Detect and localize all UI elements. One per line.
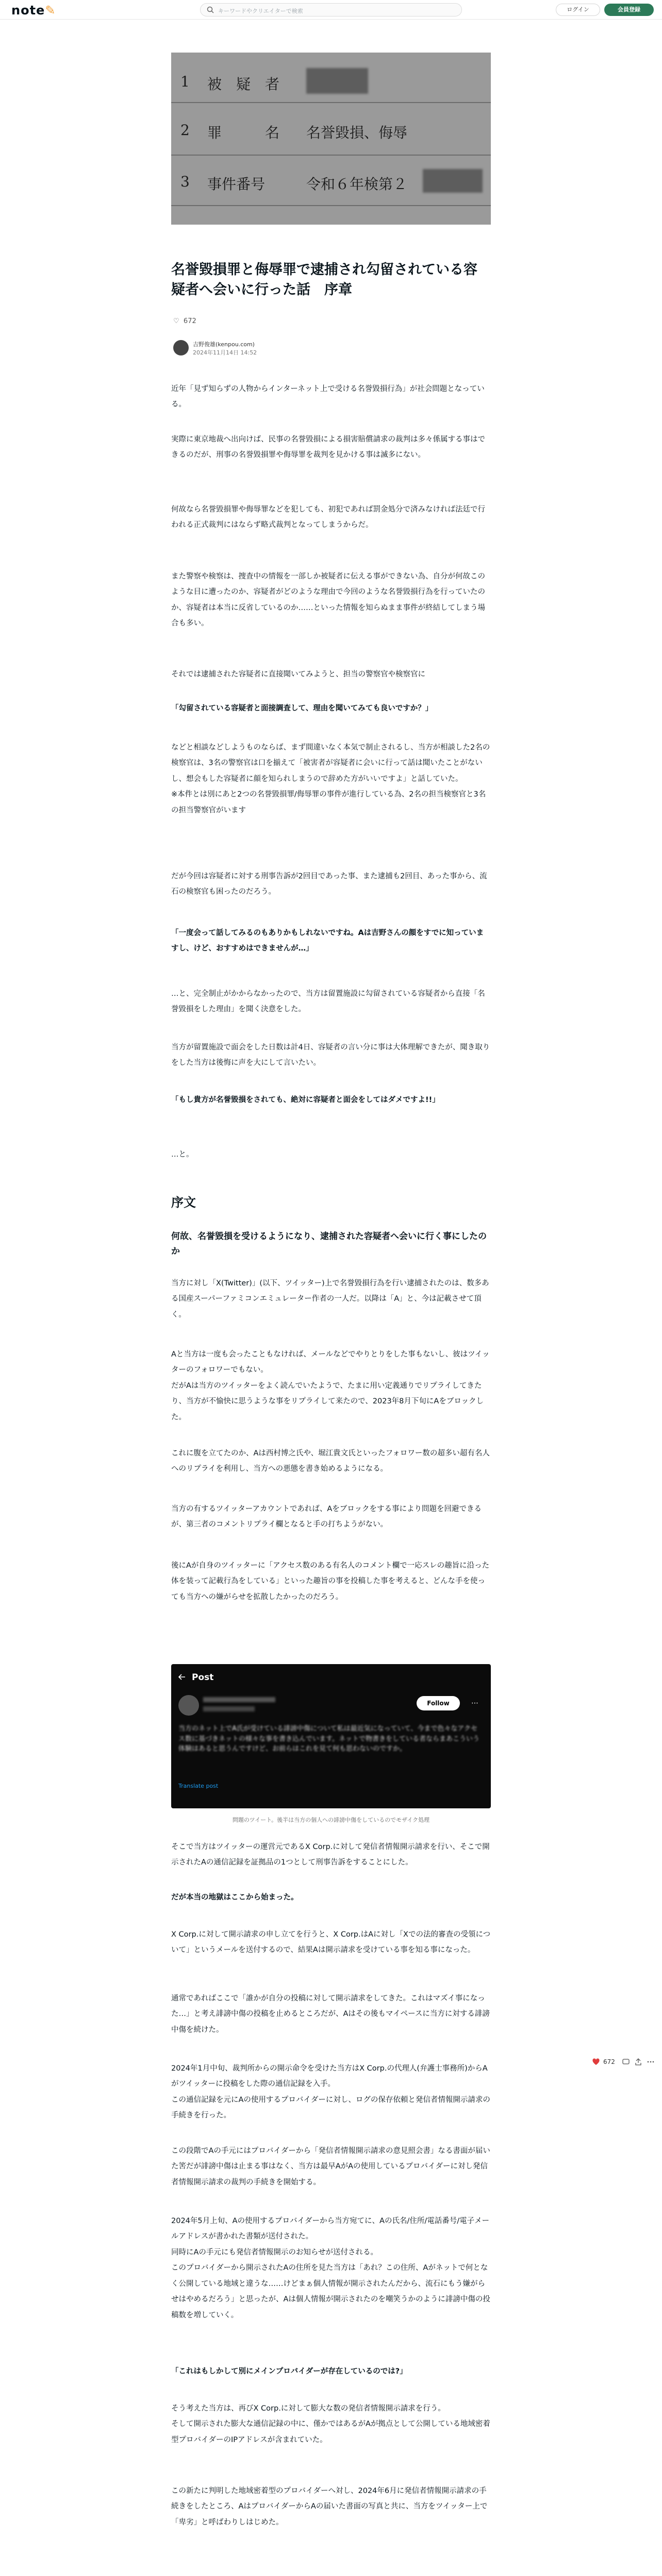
- post-text: 当方のネット上でA氏が受けている誹謗中傷について私は最近気になっていて、今まで色々なアクセス数に基づきネットの様々な事を書き込んでいます。ネットで物書きをしている者ならまあこういう体験はあると思うんですけど、お前らはこれを見て何も思わないのですか。: [178, 1725, 479, 1753]
- logo-mark-icon: ✎: [45, 3, 56, 18]
- post-date: 2024年11月14日 14:52: [193, 349, 257, 356]
- paragraph: また警察や検察は、捜査中の情報を一部しか被疑者に伝える事ができない為、自分が何故このような目に遭ったのか、容疑者がどのような理由で今回のような名誉毀損行為を行っていたのか、容疑者は本当に反省しているのか……といった情報を知らぬまま事件が終結してしまう場合も多い。: [171, 572, 485, 628]
- hero-row-value: 令和６年検第２: [306, 176, 408, 193]
- paragraph: …と。: [171, 1150, 194, 1159]
- hero-row-label: 罪 名: [207, 124, 280, 141]
- redacted-username: [203, 1697, 275, 1702]
- search-placeholder: キーワードやクリエイターで検索: [218, 8, 303, 14]
- search-box[interactable]: [200, 3, 462, 16]
- redacted-number: [423, 169, 483, 193]
- hero-row-value: 名誉毀損、侮辱: [306, 124, 408, 141]
- paragraph: …と、完全制止がかからなかったので、当方は留置施設に勾留されている容疑者から直接「名誉毀損をした理由」を聞く決意をした。: [171, 990, 485, 1014]
- post-header: Post: [192, 1672, 214, 1683]
- avatar[interactable]: [173, 340, 189, 355]
- paragraph: だが今回は容疑者に対する刑事告訴が2回目であった事、また逮捕も2回目、あった事から、流石の検察官も困ったのだろう。: [171, 872, 487, 896]
- paragraph: 後にAが自身のツイッターに「アクセス数のある有名人のコメント欄で一応スレの趣旨に沿った体を装って記載行為をしている」といった趣旨の事を投稿した事を考えると、どんな手を使っても当方への嫌がらせを拡散したかったのだろう。: [171, 1562, 490, 1601]
- logo-text: note: [11, 3, 45, 18]
- paragraph: だが本当の地獄はここから始まった。: [171, 1893, 299, 1902]
- paragraph: 2024年1月中旬、裁判所からの開示命令を受けた当方はX Corp.の代理人(弁護士事務所)からAがツイッターに投稿をした際の通信記録を入手。 この通信記録を元にAの使用するプロバイダーに対し、ログの保存依頼と発信者情報開示請求の手続きを行った。: [171, 2064, 490, 2120]
- paragraph: などと相談などしようものならば、まず間違いなく本気で制止されるし、当方が相談した2名の検察官は、3名の警察官は口を揃えて「被害者が容疑者に会いに行って話は聞いたことがないし、想会もした容疑者に顔を知られしまうので辞めた方がいいですよ」と話していた。 ※本件とは別にあと2つの名誉毀損罪/侮辱罪の事件が進行している為、2名の担当検察官と3名の担当警察官がいます: [171, 743, 490, 815]
- paragraph: Aと当方は一度も会ったこともなければ、メールなどでやりとりをした事もないし、彼はツイッターのフォロワーでもない。 だがAは当方のツイッターをよく読んでいたようで、たまに用い定義通りでリプライしてきたり、当方が不愉快に思うような事をリプライして来たので、2023年8月下旬にAをブロックした。: [171, 1350, 490, 1421]
- section-heading: 序文: [171, 1195, 196, 1210]
- like-count: 672: [603, 2058, 615, 2065]
- login-button[interactable]: ログイン: [556, 4, 600, 16]
- paragraph: 近年「見ず知らずの人物からインターネット上で受ける名誉毀損行為」が社会問題となっている。: [171, 385, 485, 409]
- hero-row-label: 事件番号: [207, 176, 266, 193]
- paragraph: 通常であればここで「誰かが自分の投稿に対して開示請求をしてきた。これはマズイ事になった…」と考え誹謗中傷の投稿を止めるところだが、Aはその後もマイペースに当方に対する誹謗中傷を続けた。: [171, 1994, 490, 2034]
- paragraph: これに腹を立てたのか、Aは西村博之氏や、堀江貴文氏といったフォロワー数の超多い超有名人へのリプライを利用し、当方への悪態を書き始めるようになる。: [171, 1449, 490, 1473]
- share-icon[interactable]: [634, 2058, 642, 2066]
- paragraph: 当方に対し「X(Twitter)」(以下、ツイッター)上で名誉毀損行為を行い逮捕されたのは、数多ある国産スーパーファミコンエミュレーター作者の一人だ。以降は「A」と、今は記載させて頂く。: [171, 1279, 489, 1319]
- more-options-icon[interactable]: ⋯: [471, 1699, 478, 1707]
- translate-link[interactable]: Translate post: [178, 1783, 219, 1789]
- paragraph: そう考えた当方は、再びX Corp.に対して膨大な数の発信者情報開示請求を行う。 そして開示された膨大な通信記録の中に、僅かではあるがAが拠点として公開している地域密着型プロバイダーのIPアドレスが含まれていた。: [171, 2404, 490, 2444]
- comment-icon[interactable]: [622, 2058, 630, 2066]
- paragraph: それでは逮捕された容疑者に直接聞いてみようと、担当の警察官や検察官に: [171, 670, 425, 679]
- floating-actions: [592, 2057, 659, 2068]
- note-logo[interactable]: [11, 3, 56, 18]
- hero-row-num: 1: [180, 73, 190, 90]
- hero-row-num: 3: [180, 173, 190, 190]
- top-header: [0, 0, 662, 20]
- article-title: 名誉毀損罪と侮辱罪で逮捕され勾留されている容疑者へ会いに行った話 序章: [171, 262, 477, 298]
- paragraph: この段階でAの手元にはプロバイダーから「発信者情報開示請求の意見照会書」なる書面が届いた筈だが誹謗中傷は止まる事はなく、当方は最早AがAの使用しているプロバイダーに対し発信者情報開示請求の裁判の手続きを開始する。: [171, 2147, 490, 2187]
- heart-icon[interactable]: [592, 2058, 600, 2066]
- image-caption: 問題のツイート。後半は当方の個人への誹謗中傷をしているのでモザイク処理: [232, 1817, 430, 1823]
- hero-row-label: 被 疑 者: [207, 76, 280, 93]
- like-count: 672: [183, 317, 196, 325]
- like-count-row[interactable]: [173, 317, 196, 325]
- paragraph: そこで当方はツイッターの運営元であるX Corp.に対して発信者情報開示請求を行い、そこで開示されたAの通信記録を証拠品の1つとして刑事告訴をすることにした。: [171, 1843, 490, 1867]
- redacted-name: [306, 68, 368, 94]
- hero-rule: [171, 155, 491, 156]
- quote: 「これはもしかして別にメインプロバイダーが存在しているのでは?」: [171, 2367, 407, 2376]
- paragraph: 2024年5月上旬、Aの使用するプロバイダーから当方宛てに、Aの氏名/住所/電話番号/電子メールアドレスが書かれた書類が送付された。 同時にAの手元にも発信者情報開示のお知らせが送付される。 このプロバイダーから開示されたAの住所を見た当方は「あれ？この住所、Aがネットで何となく公開している地域と違うな……けどまぁ個人情報が開示されたんだから、流石にもう嫌がらせはやめるだろう」と思ったが、Aは個人情報が開示されたのを嘲笑うかのように誹謗中傷の投稿数を増していく。: [171, 2217, 490, 2319]
- back-arrow-icon[interactable]: [178, 1673, 186, 1681]
- heart-icon: ♡: [173, 317, 179, 325]
- hero-row-num: 2: [180, 122, 190, 139]
- paragraph: X Corp.に対して開示請求の申し立てを行うと、X Corp.はAに対し「Xでの法的審査の受領について」というメールを送付するので、結果Aは開示請求を受けている事を知る事になった。: [171, 1930, 491, 1955]
- redacted-handle: [203, 1706, 255, 1711]
- search-icon: [207, 6, 214, 13]
- paragraph: 実際に東京地裁へ出向けば、民事の名誉毀損による損害賠償請求の裁判は多々係属する事はできるのだが、刑事の名誉毀損罪や侮辱罪を裁判を見かける事は滅多にない。: [171, 435, 485, 460]
- follow-button[interactable]: Follow: [417, 1696, 460, 1710]
- author-name[interactable]: 吉野俊雄(kenpou.com): [193, 341, 255, 348]
- paragraph: この新たに判明した地域密着型のプロバイダーへ対し、2024年6月に発信者情報開示請求の手続きをしたところ、AはプロバイダーからAの届いた書面の写真と共に、当方をツイッター上で「卑劣」と呼ばわりしはじめた。: [171, 2487, 488, 2527]
- paragraph: 当方が留置施設で面会をした日数は計4日、容疑者の言い分に事は大体理解できたが、聞き取りをした当方は後悔に声を大にして言いたい。: [171, 1043, 490, 1067]
- quote: 「勾留されている容疑者と面接調査して、理由を聞いてみても良いですか？」: [171, 704, 433, 713]
- section-subheading: 何故、名誉毀損を受けるようになり、逮捕された容疑者へ会いに行く事にしたのか: [171, 1231, 487, 1257]
- embedded-post[interactable]: [171, 1664, 491, 1808]
- signup-button[interactable]: 会員登録: [604, 4, 654, 16]
- quote: 「もし貴方が名誉毀損をされても、絶対に容疑者と面会をしてはダメですよ!!」: [171, 1096, 440, 1104]
- more-options-icon[interactable]: [647, 2058, 655, 2066]
- paragraph: 何故なら名誉毀損罪や侮辱罪などを犯しても、初犯であれば罰金処分で済みなければ法廷で行われる正式裁判にはならず略式裁判となってしまうからだ。: [171, 505, 485, 530]
- hero-image: [171, 53, 491, 225]
- paragraph: 当方の有するツイッターアカウントであれば、Aをブロックをする事により問題を回避できるが、第三者のコメントリプライ欄となると手の打ちようがない。: [171, 1505, 482, 1529]
- avatar[interactable]: [178, 1695, 199, 1716]
- hero-rule: [171, 205, 491, 206]
- quote: 「一度会って話してみるのもありかもしれないですね。Aは吉野さんの顔をすでに知っていますし、けど、おすすめはできませんが…」: [171, 929, 484, 953]
- hero-rule: [171, 102, 491, 103]
